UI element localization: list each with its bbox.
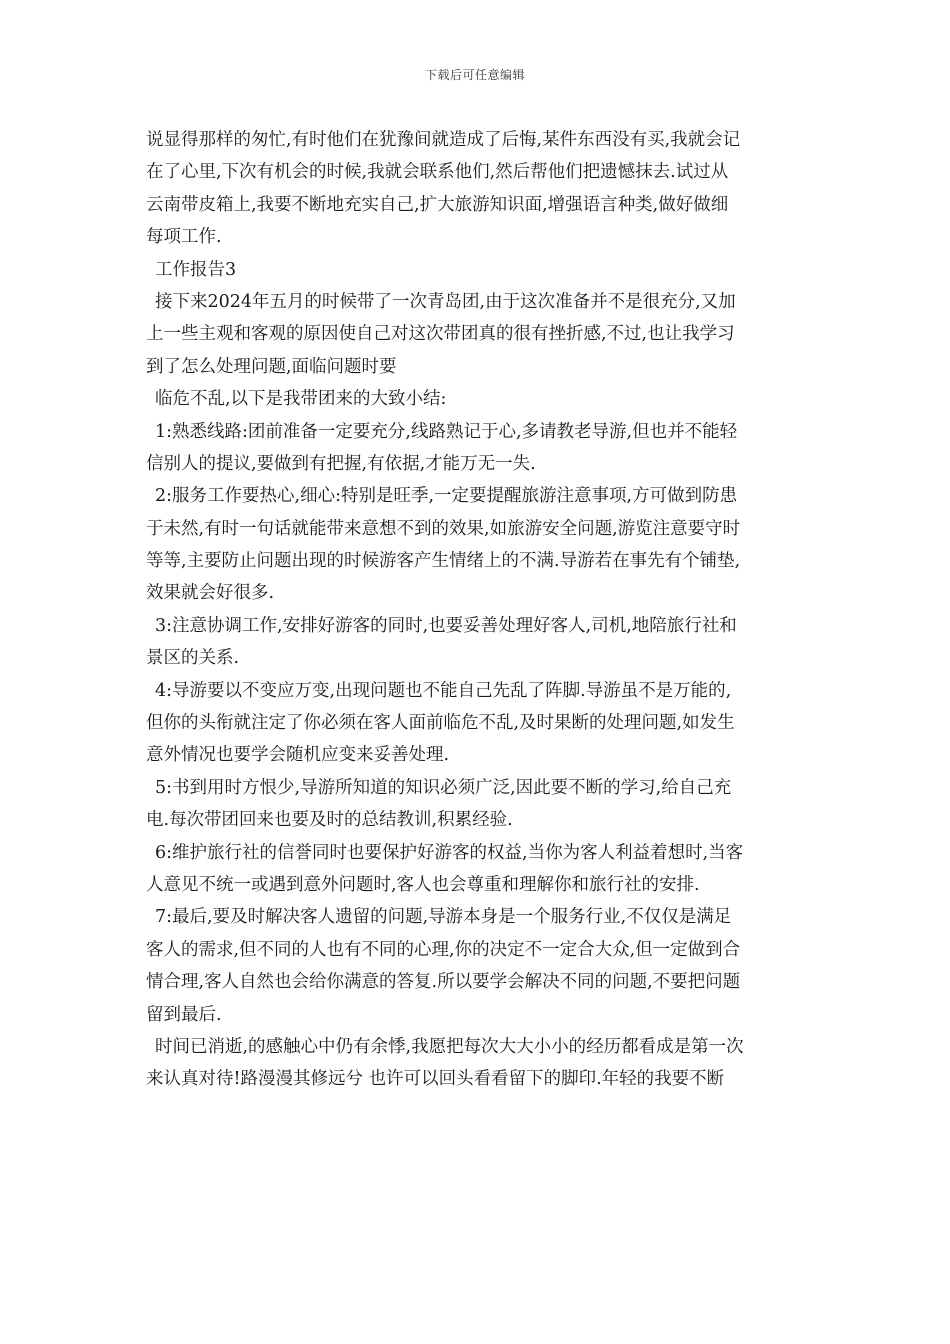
text-line: 上一些主观和客观的原因使自己对这次带团真的很有挫折感,不过,也让我学习 <box>146 324 735 345</box>
text-line: 时间已消逝,的感触心中仍有余悸,我愿把每次大大小小的经历都看成是第一次 <box>155 1036 744 1057</box>
text-line: 2:服务工作要热心,细心:特别是旺季,一定要提醒旅游注意事项,方可做到防患 <box>155 486 738 507</box>
text-line: 1:熟悉线路:团前准备一定要充分,线路熟记于心,多请教老导游,但也并不能轻 <box>155 421 738 442</box>
text-line: 临危不乱,以下是我带团来的大致小结: <box>155 389 447 410</box>
text-line: 电.每次带团回来也要及时的总结教训,积累经验. <box>146 810 513 831</box>
text-line: 来认真对待!路漫漫其修远兮 也许可以回头看看留下的脚印.年轻的我要不断 <box>146 1069 725 1090</box>
page-header: 下载后可任意编辑 <box>424 68 525 82</box>
text-line: 工作报告3 <box>155 259 237 280</box>
text-line: 客人的需求,但不同的人也有不同的心理,你的决定不一定合大众,但一定做到合 <box>146 939 741 960</box>
text-line: 说显得那样的匆忙,有时他们在犹豫间就造成了后悔,某件东西没有买,我就会记 <box>146 130 741 150</box>
text-line: 景区的关系. <box>146 648 240 669</box>
paragraph <box>146 837 808 902</box>
paragraph <box>146 610 808 675</box>
paragraph <box>146 675 808 772</box>
text-line: 3:注意协调工作,安排好游客的同时,也要妥善处理好客人,司机,地陪旅行社和 <box>155 615 737 636</box>
paragraph <box>146 416 808 481</box>
text-line: 6:维护旅行社的信誉同时也要保护好游客的权益,当你为客人利益着想时,当客 <box>155 842 744 863</box>
paragraph <box>146 1031 808 1096</box>
paragraph <box>146 254 808 286</box>
text-line: 接下来2024年五月的时候带了一次青岛团,由于这次准备并不是很充分,又加 <box>155 291 736 312</box>
text-line: 4:导游要以不变应万变,出现问题也不能自己先乱了阵脚.导游虽不是万能的, <box>155 680 732 701</box>
text-line: 留到最后. <box>146 1004 222 1025</box>
paragraph <box>146 383 808 415</box>
text-line: 7:最后,要及时解决客人遗留的问题,导游本身是一个服务行业,不仅仅是满足 <box>155 907 732 928</box>
document-body <box>146 124 808 1096</box>
text-line: 效果就会好很多. <box>146 583 275 604</box>
text-line: 云南带皮箱上,我要不断地充实自己,扩大旅游知识面,增强语言种类,做好做细 <box>146 194 729 215</box>
text-line: 等等,主要防止问题出现的时候游客产生情绪上的不满.导游若在事先有个铺垫, <box>146 551 741 572</box>
paragraph <box>146 286 808 383</box>
paragraph <box>146 480 808 610</box>
text-line: 在了心里,下次有机会的时候,我就会联系他们,然后帮他们把遗憾抹去.试过从 <box>146 162 729 183</box>
text-line: 意外情况也要学会随机应变来妥善处理. <box>146 745 450 766</box>
text-line: 信别人的提议,要做到有把握,有依据,才能万无一失. <box>146 453 536 474</box>
text-line: 于未然,有时一句话就能带来意想不到的效果,如旅游安全问题,游览注意要守时 <box>146 518 741 539</box>
paragraph <box>146 124 808 254</box>
text-line: 每项工作. <box>146 227 222 248</box>
text-line: 到了怎么处理问题,面临问题时要 <box>146 356 397 377</box>
paragraph <box>146 901 808 1031</box>
text-line: 但你的头衔就注定了你必须在客人面前临危不乱,及时果断的处理问题,如发生 <box>146 713 735 734</box>
text-line: 人意见不统一或遇到意外问题时,客人也会尊重和理解你和旅行社的安排. <box>146 874 700 895</box>
text-line: 5:书到用时方恨少,导游所知道的知识必须广泛,因此要不断的学习,给自己充 <box>155 777 732 798</box>
paragraph <box>146 772 808 837</box>
text-line: 情合理,客人自然也会给你满意的答复.所以要学会解决不同的问题,不要把问题 <box>146 972 741 993</box>
